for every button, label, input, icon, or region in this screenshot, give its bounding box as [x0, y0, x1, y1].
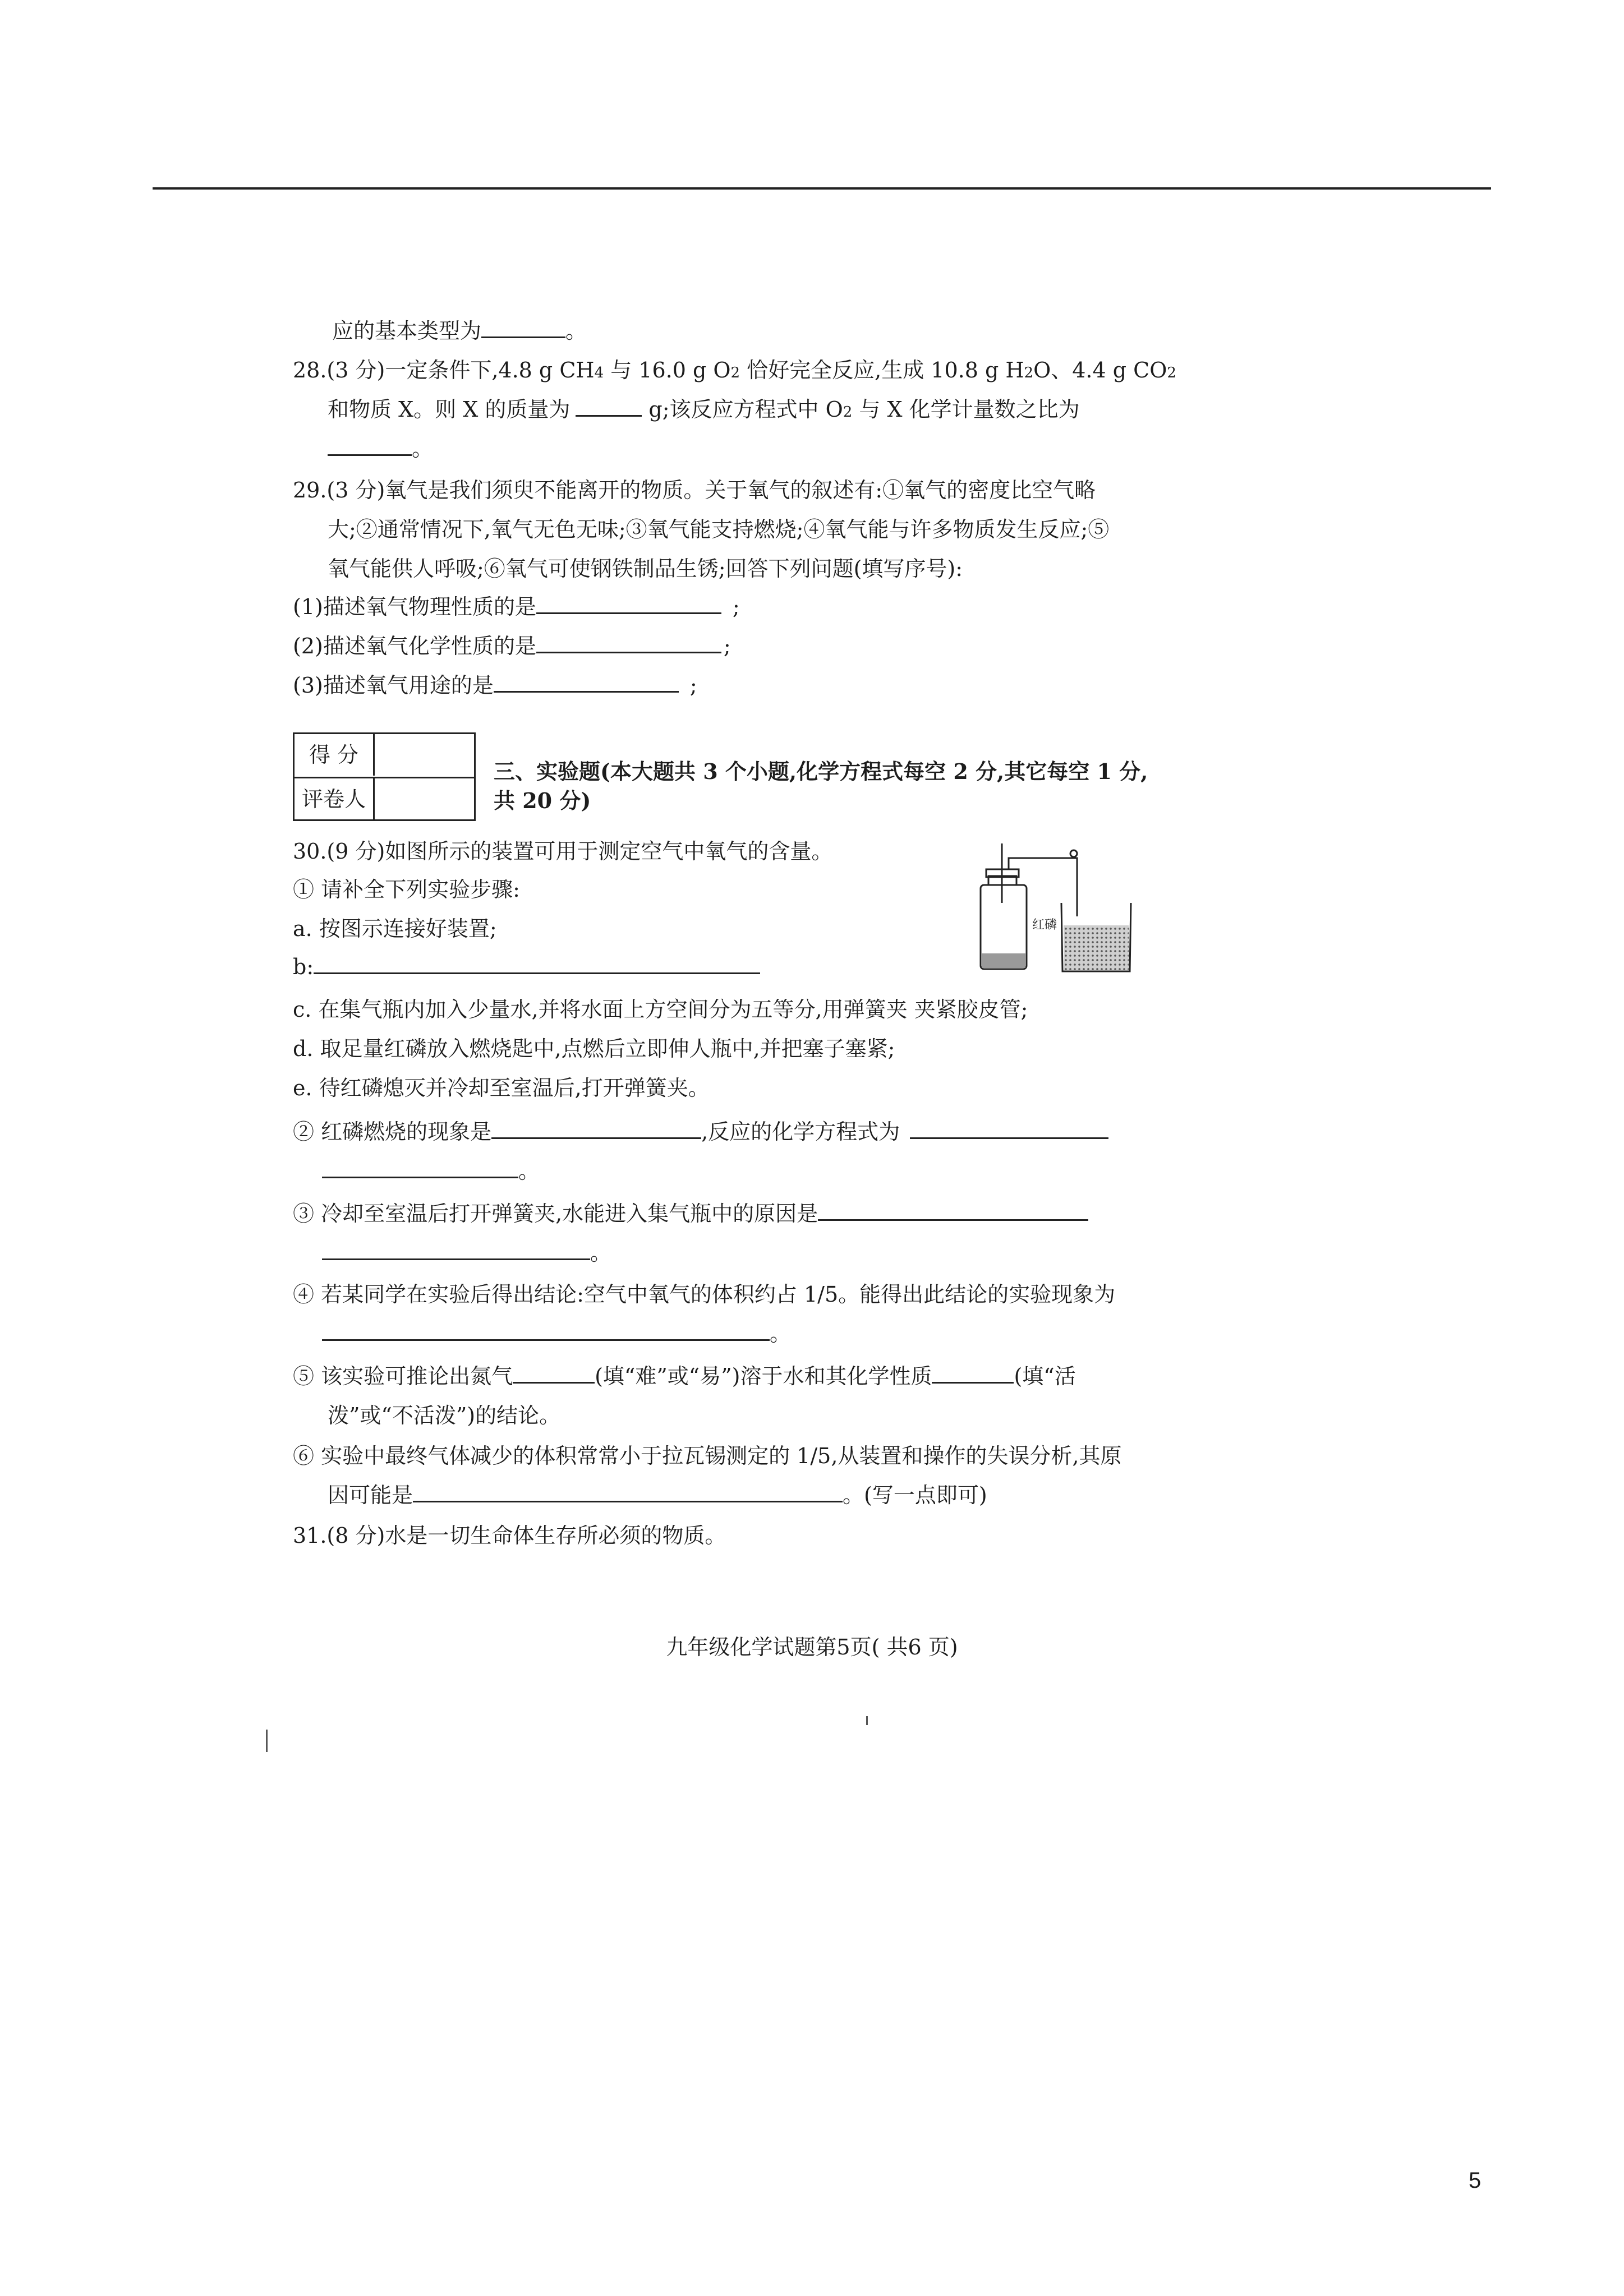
answer-blank: [494, 672, 679, 693]
q30-part4: ④ 若某同学在实验后得出结论:空气中氧气的体积约占 1/5。能得出此结论的实验现象为: [293, 1282, 1116, 1307]
section-title: 三、实验题(本大题共 3 个小题,化学方程式每空 2 分,其它每空 1 分, 共 20 分): [494, 759, 1148, 813]
answer-blank: [513, 1363, 595, 1384]
answer-blank: [328, 435, 412, 456]
answer-blank: [818, 1200, 1088, 1221]
q30-part5: ⑤ 该实验可推论出氮气 (填“难”或“易”)溶于水和其化学性质 (填“活: [293, 1364, 1076, 1389]
q30-part6-cont: 因可能是 。(写一点即可): [328, 1483, 987, 1507]
q30-step-c: c. 在集气瓶内加入少量水,并将水面上方空间分为五等分,用弹簧夹 夹紧胶皮管;: [293, 997, 1028, 1022]
q28-line3: 。: [0, 435, 1624, 462]
q27-tail: 应的基本类型为 。: [332, 319, 587, 343]
answer-blank: [536, 593, 721, 614]
scan-mark: [866, 1716, 868, 1725]
q31-head: 31.(8 分)水是一切生命体生存所必须的物质。: [293, 1523, 726, 1548]
page-number: 5: [1469, 2168, 1482, 2193]
q30-head: 30.(9 分)如图所示的装置可用于测定空气中氧气的含量。: [293, 839, 833, 864]
q30-step1: ① 请补全下列实验步骤:: [293, 877, 520, 902]
q30-part4-cont: 。: [0, 1320, 1624, 1347]
q29-line1: 29.(3 分)氧气是我们须臾不能离开的物质。关于氧气的叙述有:①氧气的密度比空气略: [293, 478, 1096, 502]
q30-part3-cont: 。: [0, 1239, 1624, 1266]
oxygen-measurement-apparatus: [978, 841, 1141, 978]
score-box: [293, 732, 476, 821]
q30-step-d: d. 取足量红磷放入燃烧匙中,点燃后立即伸人瓶中,并把塞子塞紧;: [293, 1036, 895, 1061]
q30-part2: ② 红磷燃烧的现象是 ,反应的化学方程式为: [0, 1118, 1624, 1145]
q30-step-e: e. 待红磷熄灭并冷却至室温后,打开弹簧夹。: [293, 1076, 710, 1100]
answer-blank: [932, 1363, 1014, 1384]
answer-blank: [481, 317, 565, 338]
answer-blank: [536, 633, 721, 653]
grader-row: 评卷人: [295, 777, 474, 820]
beaker-water: [1064, 925, 1129, 970]
scan-mark: [266, 1730, 268, 1752]
spring-clamp: [1070, 850, 1077, 857]
bottle-water: [982, 953, 1025, 968]
q29-part2: (2)描述氧气化学性质的是 ;: [293, 634, 731, 658]
q30-part3: ③ 冷却至室温后打开弹簧夹,水能进入集气瓶中的原因是: [0, 1200, 1624, 1227]
page-footer: 九年级化学试题第5页( 共6 页): [666, 1635, 958, 1659]
q29-line3: 氧气能供人呼吸;⑥氧气可使钢铁制品生锈;回答下列问题(填写序号):: [328, 556, 963, 581]
q30-part6: ⑥ 实验中最终气体减少的体积常常小于拉瓦锡测定的 1/5,从装置和操作的失误分析,其原: [293, 1444, 1122, 1468]
score-row: 得 分: [295, 734, 474, 776]
q29-part3: (3)描述氧气用途的是 ;: [293, 673, 697, 698]
q30-part2-cont: 。: [0, 1158, 1624, 1184]
q28-line1: 28.(3 分)一定条件下,4.8 g CH4 与 16.0 g O2 恰好完全反应,生成 10.8 g H2O、4.4 g CO2: [293, 358, 1176, 382]
q29-part1: (1)描述氧气物理性质的是 ;: [293, 594, 740, 619]
top-rule: [153, 187, 1491, 190]
answer-blank: [576, 396, 642, 417]
answer-blank: [910, 1118, 1108, 1139]
q30-step-b: b:: [0, 953, 1624, 980]
answer-blank: [314, 953, 760, 974]
q30-part5-cont: 泼”或“不活泼”)的结论。: [328, 1403, 561, 1428]
q30-step-a: a. 按图示连接好装置;: [293, 916, 497, 941]
answer-blank: [491, 1118, 701, 1139]
connecting-tube: [1009, 858, 1077, 916]
q29-line2: 大;②通常情况下,氧气无色无味;③氧气能支持燃烧;④氧气能与许多物质发生反应;⑤: [328, 517, 1110, 542]
red-phosphorus-label: 红磷: [1032, 918, 1057, 932]
answer-blank: [322, 1239, 590, 1260]
answer-blank: [322, 1158, 518, 1178]
answer-blank: [322, 1320, 770, 1341]
answer-blank: [413, 1482, 843, 1502]
q28-line2: 和物质 X。则 X 的质量为 g;该反应方程式中 O2 与 X 化学计量数之比为: [328, 397, 1080, 422]
